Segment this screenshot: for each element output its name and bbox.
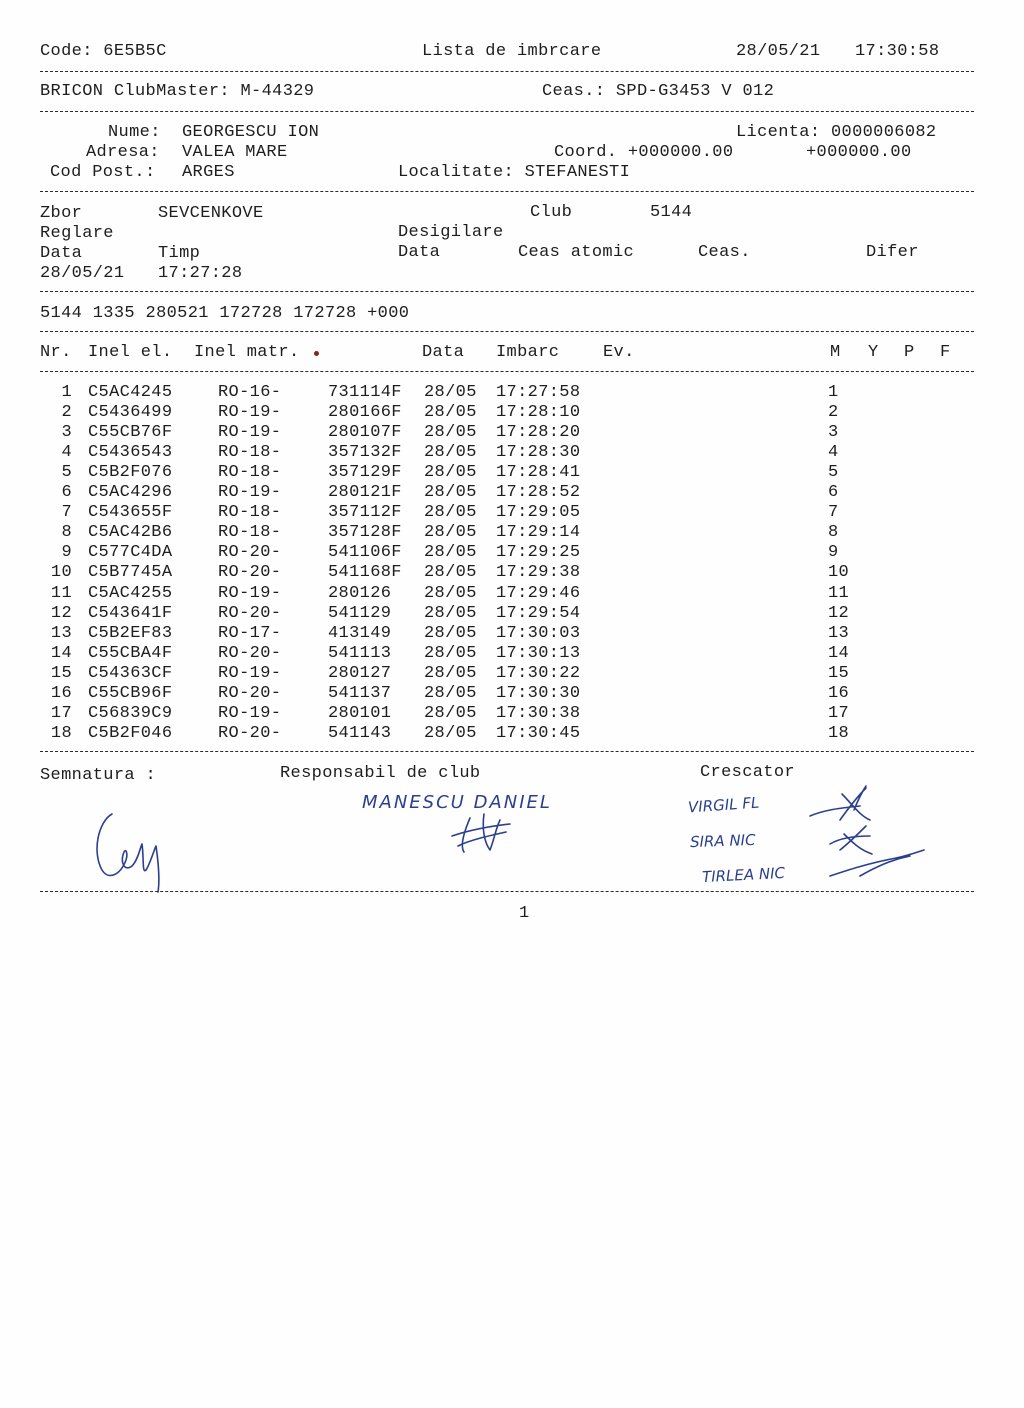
electronic-ring: C5B2EF83 <box>88 623 173 643</box>
electronic-ring: C5AC4245 <box>88 383 173 402</box>
ring-number: 280107F <box>328 423 402 443</box>
arrival-date: 28/05 <box>424 703 477 723</box>
basket-m: 1 <box>828 383 839 402</box>
clock-label: Ceas. <box>698 243 751 262</box>
ring-number: 541137 <box>328 683 392 703</box>
arrival-time: 17:30:13 <box>496 643 581 663</box>
electronic-ring: C543641F <box>88 603 173 623</box>
row-number: 15 <box>50 663 72 683</box>
row-number: 3 <box>61 423 72 443</box>
arrival-date: 28/05 <box>424 503 477 523</box>
ring-number: 357132F <box>328 443 402 463</box>
arrival-time: 17:28:41 <box>496 463 581 483</box>
basket-m: 11 <box>828 583 850 603</box>
row-number: 1 <box>61 383 72 402</box>
arrival-time: 17:30:22 <box>496 663 581 683</box>
postal-code-label: Cod Post.: <box>50 163 156 182</box>
flight-name: SEVCENKOVE <box>158 204 264 223</box>
row-number: 7 <box>61 503 72 523</box>
electronic-ring: C5AC4255 <box>88 583 173 603</box>
divider <box>40 191 974 192</box>
locality: Localitate: STEFANESTI <box>398 163 631 182</box>
basket-m: 13 <box>828 623 850 643</box>
address-value: VALEA MARE <box>182 143 288 162</box>
row-number: 4 <box>61 443 72 463</box>
difference-label: Difer <box>866 243 919 262</box>
signature-label: Semnatura : <box>40 766 157 785</box>
club-number: 5144 <box>650 203 693 222</box>
column-f: F <box>940 343 951 362</box>
ring-number: 541106F <box>328 543 402 563</box>
basket-m: 14 <box>828 643 850 663</box>
ring-prefix: RO-18- <box>218 443 282 463</box>
table-row <box>0 383 1024 403</box>
ring-prefix: RO-19- <box>218 583 282 603</box>
table-row <box>0 403 1024 423</box>
reglare-time: 17:27:28 <box>158 264 243 283</box>
table-row <box>0 463 1024 483</box>
arrival-time: 17:28:10 <box>496 403 581 423</box>
table-row <box>0 624 1024 644</box>
electronic-ring: C5AC42B6 <box>88 523 173 543</box>
reglare-date-label: Data <box>40 244 83 263</box>
ring-prefix: RO-20- <box>218 723 282 743</box>
desigilare-label: Desigilare <box>398 223 504 242</box>
table-row <box>0 644 1024 664</box>
arrival-date: 28/05 <box>424 603 477 623</box>
responsible-signature <box>440 806 520 856</box>
electronic-ring: C543655F <box>88 503 173 523</box>
divider <box>40 751 974 752</box>
ring-prefix: RO-19- <box>218 483 282 503</box>
column-m: M <box>830 343 841 362</box>
row-number: 16 <box>50 683 72 703</box>
arrival-date: 28/05 <box>424 423 477 443</box>
ring-number: 280121F <box>328 483 402 503</box>
license-number: Licenta: 0000006082 <box>736 123 937 142</box>
basket-m: 3 <box>828 423 839 443</box>
row-number: 9 <box>61 543 72 563</box>
basket-m: 2 <box>828 403 839 423</box>
ring-number: 731114F <box>328 383 402 402</box>
document-title: Lista de imbrcare <box>422 42 602 61</box>
basket-m: 10 <box>828 563 850 583</box>
divider <box>40 291 974 292</box>
electronic-ring: C55CB76F <box>88 423 173 443</box>
table-row <box>0 483 1024 503</box>
ring-number: 280127 <box>328 663 392 683</box>
ring-number: 541143 <box>328 723 392 743</box>
arrival-time: 17:30:45 <box>496 723 581 743</box>
table-row <box>0 563 1024 583</box>
ring-prefix: RO-20- <box>218 543 282 563</box>
row-number: 14 <box>50 643 72 663</box>
breeder-signatures <box>800 780 930 890</box>
arrival-date: 28/05 <box>424 563 477 583</box>
ring-prefix: RO-19- <box>218 703 282 723</box>
flight-label: Zbor <box>40 204 83 223</box>
ring-number: 541129 <box>328 603 392 623</box>
row-number: 2 <box>61 403 72 423</box>
ring-prefix: RO-19- <box>218 423 282 443</box>
arrival-date: 28/05 <box>424 463 477 483</box>
table-row <box>0 423 1024 443</box>
handwritten-breeder-2: SIRA NIC <box>689 830 756 852</box>
basket-m: 5 <box>828 463 839 483</box>
arrival-time: 17:29:14 <box>496 523 581 543</box>
handwritten-responsible-name: MANESCU DANIEL <box>362 792 552 813</box>
arrival-date: 28/05 <box>424 543 477 563</box>
print-date: 28/05/21 <box>736 42 821 61</box>
ring-number: 280101 <box>328 703 392 723</box>
row-number: 11 <box>50 583 72 603</box>
electronic-ring: C54363CF <box>88 663 173 683</box>
coordinates: Coord. +000000.00 <box>554 143 734 162</box>
postal-code-value: ARGES <box>182 163 235 182</box>
column-imbarc: Imbarc <box>496 343 560 362</box>
ring-prefix: RO-19- <box>218 403 282 423</box>
clock-model: Ceas.: SPD-G3453 V 012 <box>542 82 775 101</box>
handwritten-breeder-3: TIRLEA NIC <box>701 863 786 887</box>
ring-prefix: RO-20- <box>218 643 282 663</box>
arrival-time: 17:30:03 <box>496 623 581 643</box>
column-inel-matr: Inel matr. <box>194 343 300 362</box>
reglare-label: Reglare <box>40 224 114 243</box>
desigilare-date-label: Data <box>398 243 441 262</box>
arrival-time: 17:30:38 <box>496 703 581 723</box>
code-line: 5144 1335 280521 172728 172728 +000 <box>40 304 410 323</box>
ring-prefix: RO-17- <box>218 623 282 643</box>
column-inel-el: Inel el. <box>88 343 173 362</box>
reglare-date: 28/05/21 <box>40 264 125 283</box>
table-row <box>0 443 1024 463</box>
ring-prefix: RO-18- <box>218 503 282 523</box>
electronic-ring: C577C4DA <box>88 543 173 563</box>
owner-name-label: Nume: <box>108 123 161 142</box>
basket-m: 4 <box>828 443 839 463</box>
print-time: 17:30:58 <box>855 42 940 61</box>
column-ev: Ev. <box>603 343 635 362</box>
table-row <box>0 604 1024 624</box>
ring-prefix: RO-19- <box>218 663 282 683</box>
document-code: Code: 6E5B5C <box>40 42 167 61</box>
table-row <box>0 684 1024 704</box>
table-row <box>0 584 1024 604</box>
arrival-time: 17:28:20 <box>496 423 581 443</box>
electronic-ring: C56839C9 <box>88 703 173 723</box>
reglare-time-label: Timp <box>158 244 201 263</box>
ring-number: 280166F <box>328 403 402 423</box>
electronic-ring: C5AC4296 <box>88 483 173 503</box>
column-data: Data <box>422 343 465 362</box>
basket-m: 12 <box>828 603 850 623</box>
electronic-ring: C5436499 <box>88 403 173 423</box>
basket-m: 9 <box>828 543 839 563</box>
arrival-time: 17:29:05 <box>496 503 581 523</box>
divider <box>40 331 974 332</box>
club-responsible-label: Responsabil de club <box>280 764 481 783</box>
owner-name: GEORGESCU ION <box>182 123 320 142</box>
row-number: 17 <box>50 703 72 723</box>
basket-m: 18 <box>828 723 850 743</box>
arrival-time: 17:29:38 <box>496 563 581 583</box>
table-row <box>0 523 1024 543</box>
arrival-date: 28/05 <box>424 483 477 503</box>
arrival-time: 17:29:54 <box>496 603 581 623</box>
row-number: 8 <box>61 523 72 543</box>
atomic-clock-label: Ceas atomic <box>518 243 635 262</box>
program-name: BRICON ClubMaster: M-44329 <box>40 82 315 101</box>
ring-number: 280126 <box>328 583 392 603</box>
arrival-date: 28/05 <box>424 443 477 463</box>
ring-prefix: RO-18- <box>218 523 282 543</box>
divider <box>40 371 974 372</box>
ring-prefix: RO-20- <box>218 603 282 623</box>
arrival-time: 17:29:25 <box>496 543 581 563</box>
row-number: 18 <box>50 723 72 743</box>
ring-prefix: RO-16- <box>218 383 282 402</box>
page-number: 1 <box>519 904 530 923</box>
electronic-ring: C55CBA4F <box>88 643 173 663</box>
column-y: Y <box>868 343 879 362</box>
ring-number: 541168F <box>328 563 402 583</box>
ring-prefix: RO-20- <box>218 683 282 703</box>
ring-prefix: RO-20- <box>218 563 282 583</box>
electronic-ring: C5436543 <box>88 443 173 463</box>
owner-signature <box>90 800 170 900</box>
divider <box>40 111 974 112</box>
arrival-date: 28/05 <box>424 383 477 402</box>
ring-number: 357129F <box>328 463 402 483</box>
table-row <box>0 724 1024 744</box>
electronic-ring: C55CB96F <box>88 683 173 703</box>
club-label: Club <box>530 203 573 222</box>
row-number: 5 <box>61 463 72 483</box>
arrival-date: 28/05 <box>424 643 477 663</box>
ring-number: 413149 <box>328 623 392 643</box>
address-label: Adresa: <box>86 143 160 162</box>
handwritten-breeder-1: VIRGIL FL <box>687 793 760 817</box>
breeder-label: Crescator <box>700 763 795 782</box>
divider <box>40 891 974 892</box>
arrival-date: 28/05 <box>424 663 477 683</box>
electronic-ring: C5B2F046 <box>88 723 173 743</box>
arrival-date: 28/05 <box>424 523 477 543</box>
row-number: 13 <box>50 623 72 643</box>
arrival-date: 28/05 <box>424 723 477 743</box>
electronic-ring: C5B2F076 <box>88 463 173 483</box>
arrival-time: 17:30:30 <box>496 683 581 703</box>
table-row <box>0 543 1024 563</box>
arrival-date: 28/05 <box>424 403 477 423</box>
basket-m: 8 <box>828 523 839 543</box>
ring-number: 541113 <box>328 643 392 663</box>
ring-number: 357128F <box>328 523 402 543</box>
coordinates-2: +000000.00 <box>806 143 912 162</box>
ink-dot <box>314 351 319 356</box>
row-number: 10 <box>50 563 72 583</box>
basket-m: 7 <box>828 503 839 523</box>
row-number: 6 <box>61 483 72 503</box>
table-row <box>0 704 1024 724</box>
arrival-date: 28/05 <box>424 583 477 603</box>
column-nr: Nr. <box>40 343 72 362</box>
arrival-date: 28/05 <box>424 623 477 643</box>
basket-m: 6 <box>828 483 839 503</box>
row-number: 12 <box>50 603 72 623</box>
basket-m: 16 <box>828 683 850 703</box>
column-p: P <box>904 343 915 362</box>
ring-number: 357112F <box>328 503 402 523</box>
arrival-time: 17:29:46 <box>496 583 581 603</box>
arrival-time: 17:27:58 <box>496 383 581 402</box>
divider <box>40 71 974 72</box>
basket-m: 15 <box>828 663 850 683</box>
arrival-date: 28/05 <box>424 683 477 703</box>
table-row <box>0 503 1024 523</box>
ring-prefix: RO-18- <box>218 463 282 483</box>
basket-m: 17 <box>828 703 850 723</box>
table-row <box>0 664 1024 684</box>
electronic-ring: C5B7745A <box>88 563 173 583</box>
arrival-time: 17:28:30 <box>496 443 581 463</box>
arrival-time: 17:28:52 <box>496 483 581 503</box>
